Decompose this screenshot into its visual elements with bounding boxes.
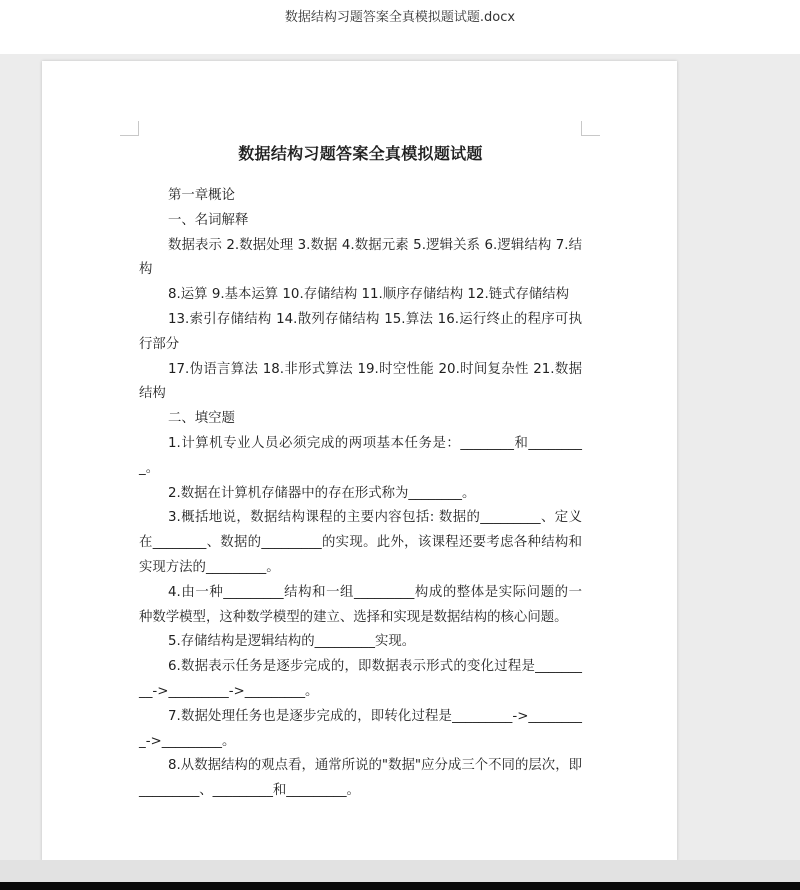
- crop-mark-top-left: [120, 121, 139, 136]
- paragraph: 13.索引存储结构 14.散列存储结构 15.算法 16.运行终止的程序可执行部分: [139, 311, 582, 352]
- paragraph: 4.由一种_________结构和一组_________构成的整体是实际问题的一种数学模型，这种数学模型的建立、选择和实现是数据结构的核心问题。: [139, 584, 582, 625]
- paragraph: 1.计算机专业人员必须完成的两项基本任务是：________和_________。: [139, 435, 582, 476]
- paragraph: 17.伪语言算法 18.非形式算法 19.时空性能 20.时间复杂性 21.数据结构: [139, 361, 582, 402]
- title-bar: [0, 0, 800, 54]
- paragraph: 7.数据处理任务也是逐步完成的，即转化过程是_________->_________->_________。: [139, 708, 582, 749]
- paragraph: 8.从数据结构的观点看，通常所说的"数据"应分成三个不同的层次，即_________、_________和_________。: [139, 758, 582, 799]
- bottom-toolbar: [0, 860, 800, 882]
- document-heading: 数据结构习题答案全真模拟题试题: [238, 144, 483, 163]
- footer-strip: [0, 882, 800, 890]
- paragraph: 二、填空题: [168, 411, 235, 427]
- document-filename: 数据结构习题答案全真模拟题试题.docx: [284, 10, 516, 25]
- document-body: [139, 141, 582, 804]
- paragraph: 数据表示 2.数据处理 3.数据 4.数据元素 5.逻辑关系 6.逻辑结构 7.结构: [139, 237, 582, 278]
- paragraph: 第一章概论: [168, 188, 235, 203]
- paragraph: 6.数据表示任务是逐步完成的，即数据表示形式的变化过程是_________->_________->_________。: [139, 659, 582, 699]
- paragraph: 5.存储结构是逻辑结构的_________实现。: [168, 634, 416, 650]
- crop-mark-top-right: [581, 121, 600, 136]
- document-page[interactable]: [42, 61, 677, 861]
- paragraph: 3.概括地说，数据结构课程的主要内容包括: 数据的_________、定义在________、数据的_________的实现。此外，该课程还要考虑各种结构和实现方法的_________。: [139, 510, 582, 575]
- paragraph: 2.数据在计算机存储器中的存在形式称为________。: [168, 485, 476, 501]
- paragraph: 一、名词解释: [168, 212, 249, 228]
- paragraph: 8.运算 9.基本运算 10.存储结构 11.顺序存储结构 12.链式存储结构: [168, 287, 570, 303]
